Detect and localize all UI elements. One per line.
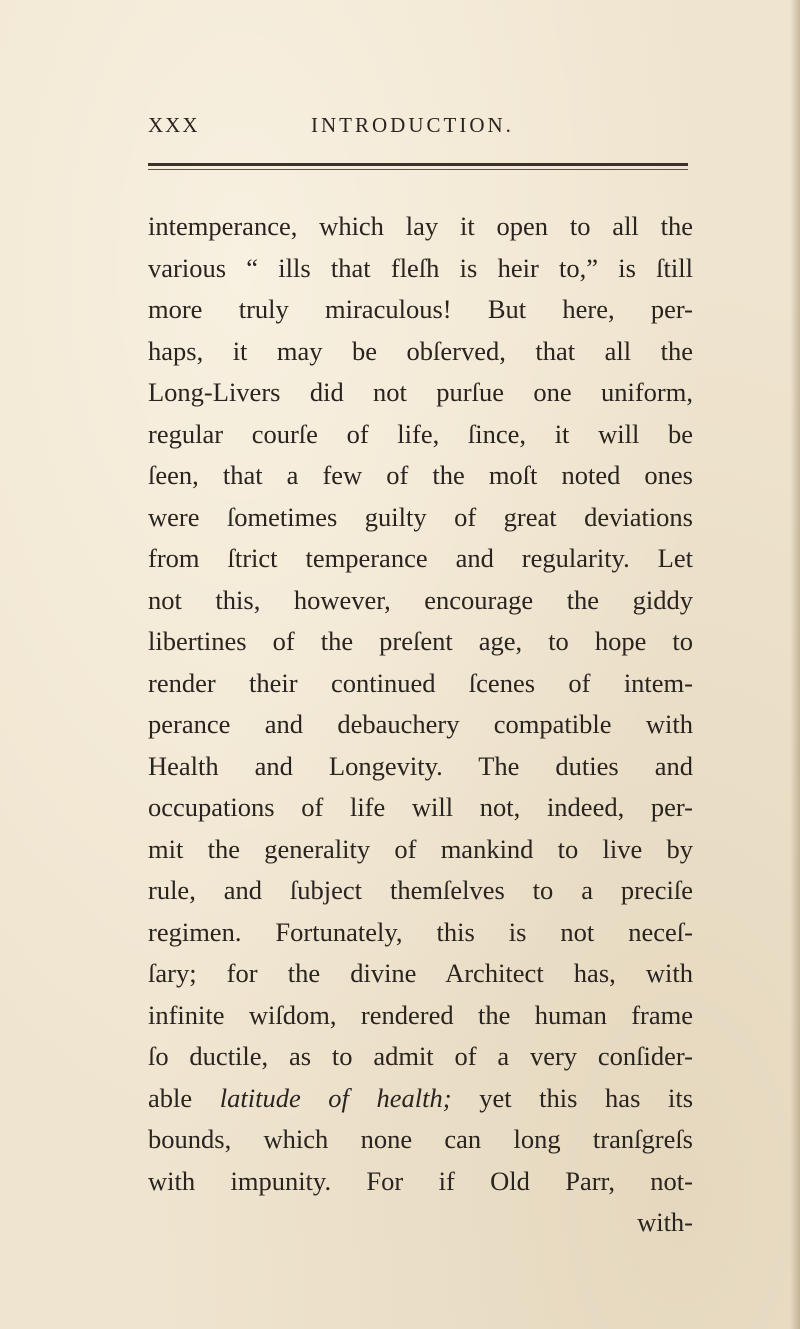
- text-line-with-italic: [148, 1078, 693, 1120]
- running-head: [148, 113, 688, 143]
- text-line: ſary; for the divine Architect has, with: [148, 958, 693, 988]
- text-line: ſo ductile, as to admit of a very conſider-: [148, 1041, 693, 1071]
- text-line: Long-Livers did not purſue one uniform,: [148, 377, 693, 407]
- text-line: regimen. Fortunately, this is not neceſ-: [148, 916, 693, 947]
- text-line: haps, it may be obſerved, that all the: [148, 335, 693, 366]
- italic-phrase: latitude of health;: [219, 1082, 452, 1113]
- body-text: [148, 206, 693, 1244]
- text-line: more truly miraculous! But here, per-: [148, 294, 693, 324]
- text-line: various “ ills that fleſh is heir to,” is ſtill: [148, 252, 693, 283]
- text-line: rule, and ſubject themſelves to a preciſe: [148, 875, 693, 905]
- header-rule-thin: [148, 169, 688, 170]
- text-line: render their continued ſcenes of intem-: [148, 667, 693, 698]
- text-line: with impunity. For if Old Parr, not-: [148, 1165, 693, 1196]
- text-line: perance and debauchery compatible with: [148, 709, 693, 739]
- text-line: intemperance, which lay it open to all the: [148, 211, 693, 241]
- catchword: with-: [637, 1207, 693, 1237]
- text-line: mit the generality of mankind to live by: [148, 833, 693, 864]
- text-line: bounds, which none can long tranſgreſs: [148, 1124, 693, 1154]
- running-title: INTRODUCTION.: [311, 113, 514, 137]
- text-line: Health and Longevity. The duties and: [148, 750, 693, 781]
- header-rule: [148, 163, 688, 166]
- text-line: regular courſe of life, ſince, it will be: [148, 418, 693, 449]
- text-line: infinite wiſdom, rendered the human frame: [148, 999, 693, 1030]
- text-line: were ſometimes guilty of great deviations: [148, 501, 693, 532]
- text-segment: yet this has its: [479, 1082, 694, 1113]
- text-line: not this, however, encourage the giddy: [148, 584, 693, 615]
- page-number: XXX: [148, 113, 200, 137]
- text-line: from ſtrict temperance and regularity. Let: [148, 543, 693, 573]
- text-line: libertines of the preſent age, to hope to: [148, 626, 693, 656]
- text-line: ſeen, that a few of the moſt noted ones: [148, 460, 693, 490]
- page-edge-shadow: [790, 0, 800, 1329]
- text-segment: able: [148, 1082, 220, 1113]
- text-line: occupations of life will not, indeed, per-: [148, 792, 693, 822]
